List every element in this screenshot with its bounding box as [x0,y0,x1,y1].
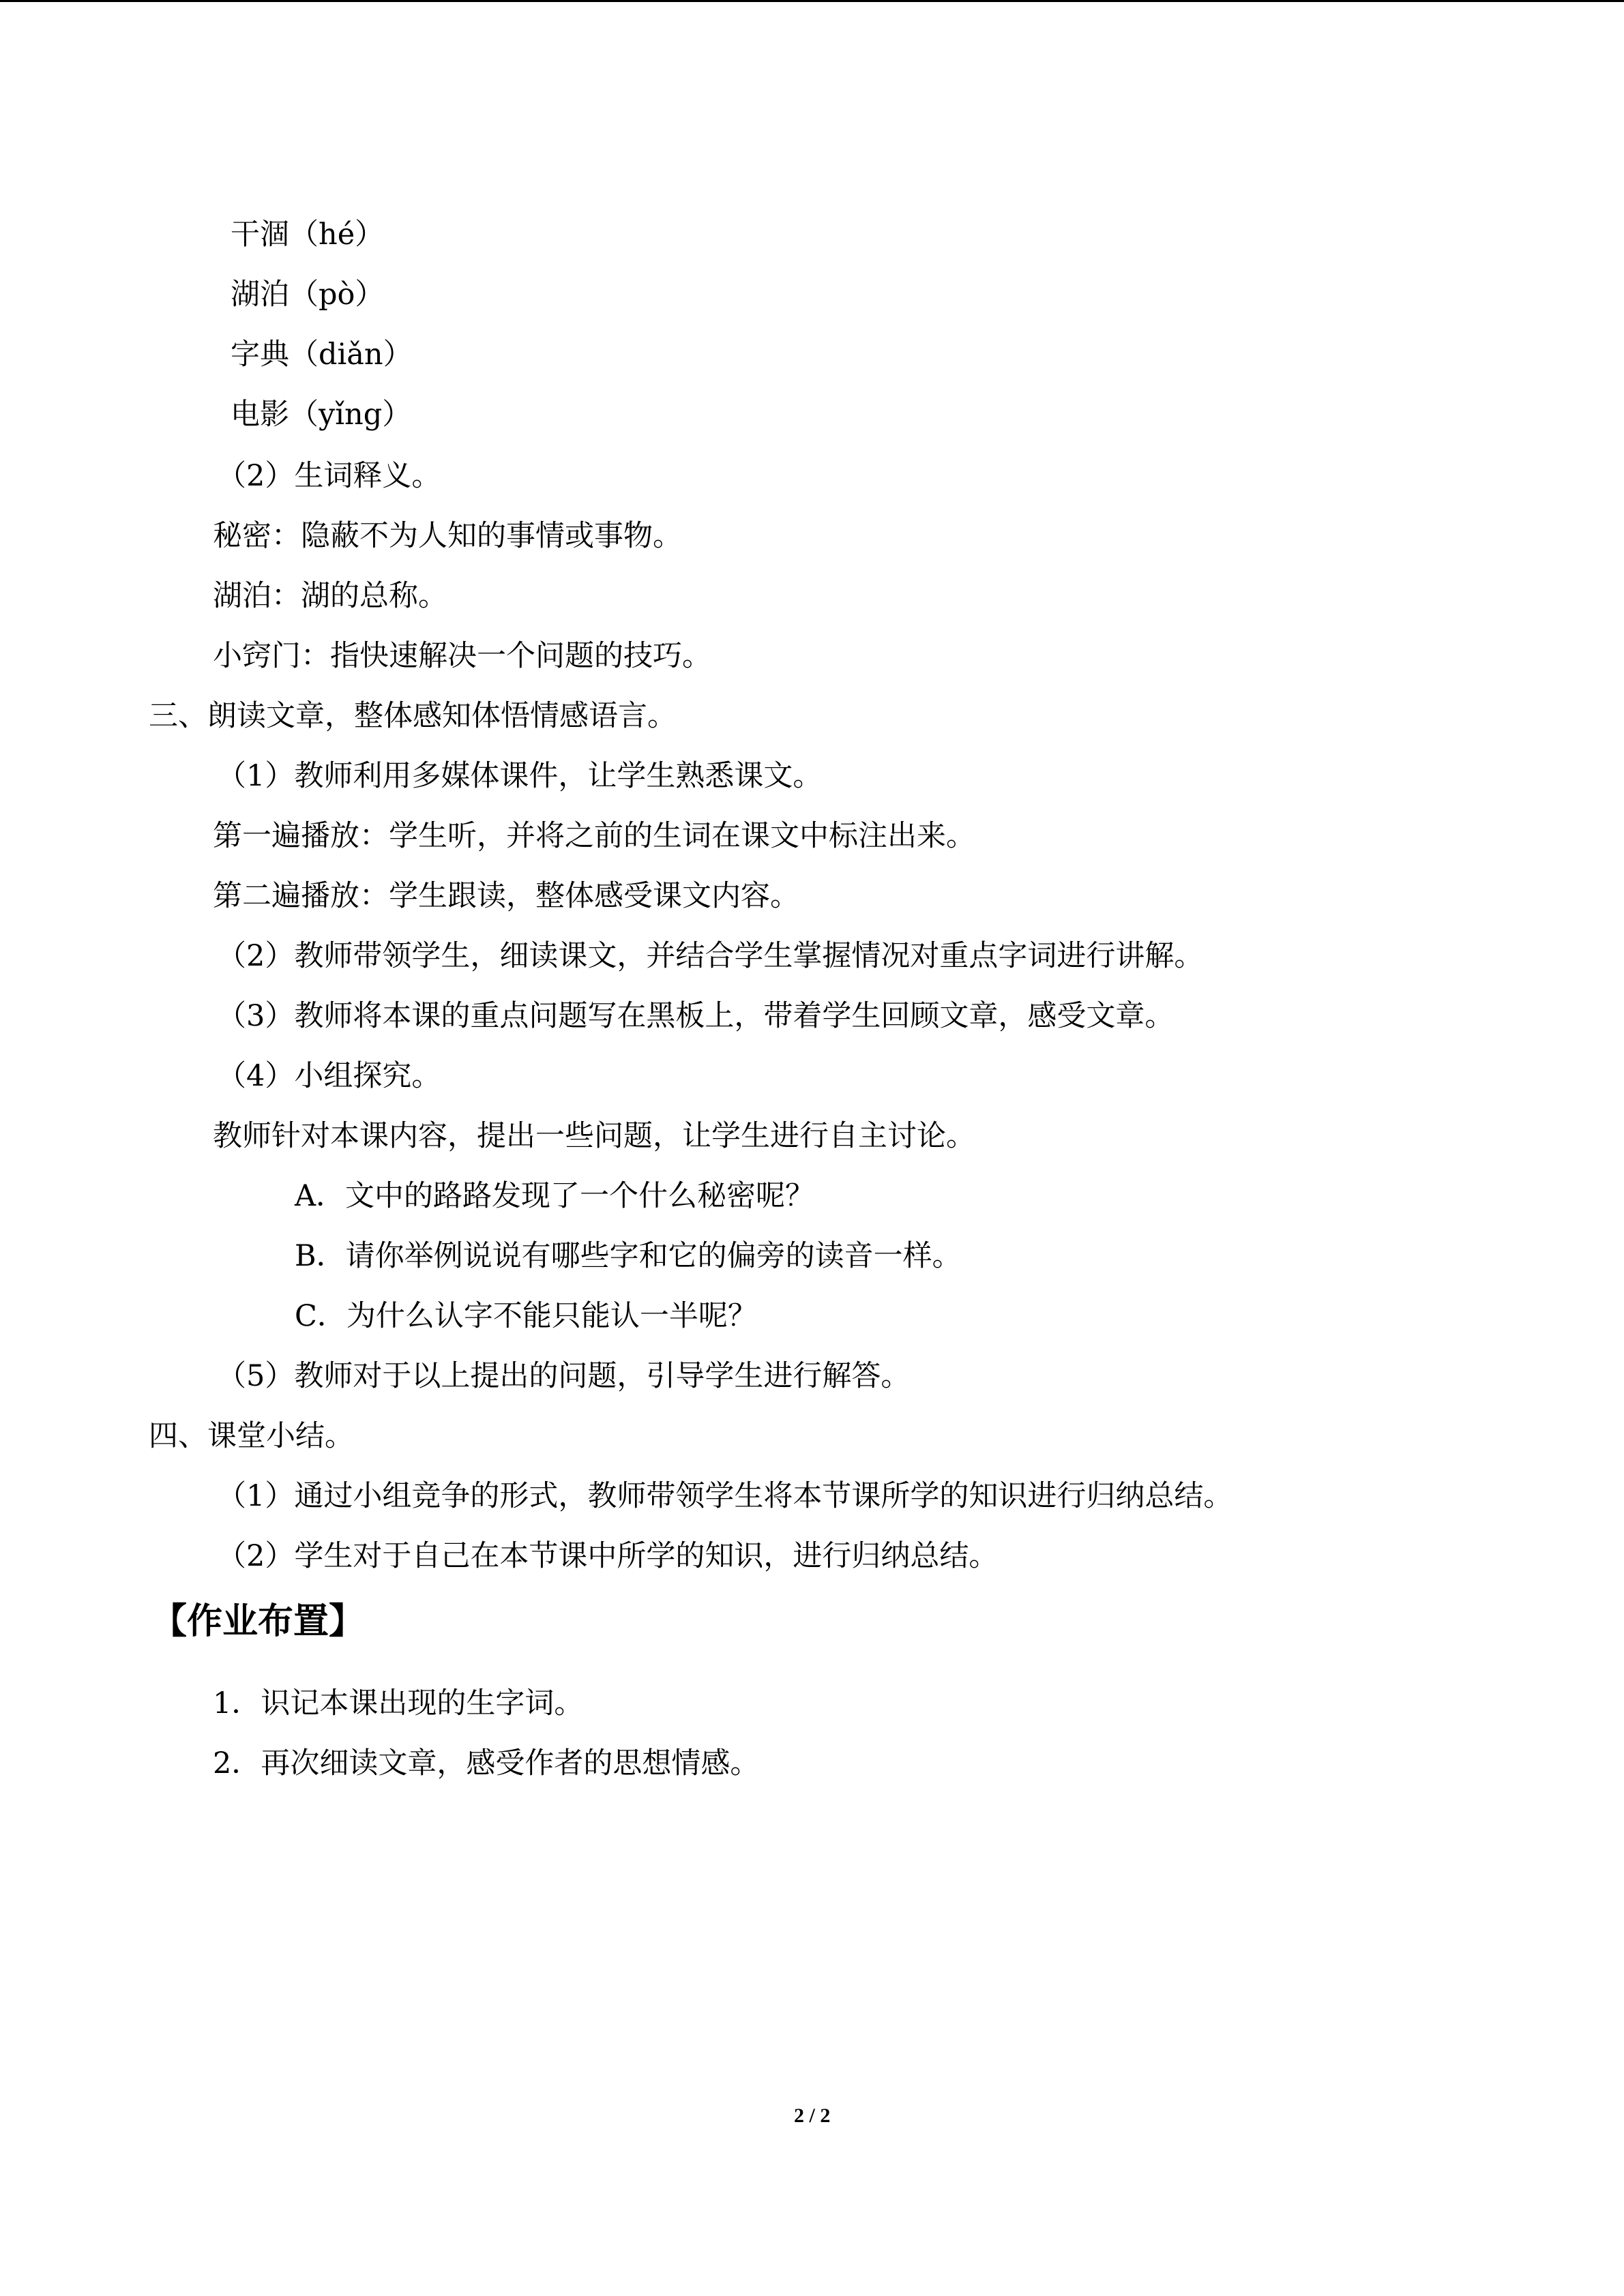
homework-item: 1．识记本课出现的生字词。 [213,1686,584,1720]
paragraph: （2）教师带领学生，细读课文，并结合学生掌握情况对重点字词进行讲解。 [217,939,1204,973]
pinyin-line: 电影（yǐng） [231,398,412,432]
question-item: A．文中的路路发现了一个什么秘密呢？ [295,1179,815,1213]
pinyin-line: 干涸（hé） [231,218,385,252]
top-border [0,0,1624,2]
section-heading: 三、朗读文章，整体感知体悟情感语言。 [149,699,677,733]
pinyin-line: 字典（diǎn） [231,338,413,372]
paragraph: （3）教师将本课的重点问题写在黑板上，带着学生回顾文章，感受文章。 [217,999,1175,1033]
paragraph: 湖泊：湖的总称。 [213,579,447,613]
paragraph: （5）教师对于以上提出的问题，引导学生进行解答。 [217,1359,911,1393]
page-number: 2 / 2 [794,2104,831,2127]
paragraph: （2）生词释义。 [217,459,441,493]
paragraph: （1）教师利用多媒体课件，让学生熟悉课文。 [217,759,823,793]
question-item: C．为什么认字不能只能认一半呢？ [295,1299,757,1333]
paragraph: 秘密：隐蔽不为人知的事情或事物。 [213,519,682,553]
paragraph: 小窍门：指快速解决一个问题的技巧。 [213,639,711,673]
paragraph: 第二遍播放：学生跟读，整体感受课文内容。 [213,879,799,913]
section-heading: 四、课堂小结。 [149,1419,354,1453]
paragraph: （1）通过小组竞争的形式，教师带领学生将本节课所学的知识进行归纳总结。 [217,1479,1233,1513]
paragraph: （2）学生对于自己在本节课中所学的知识，进行归纳总结。 [217,1539,999,1573]
paragraph: 教师针对本课内容，提出一些问题，让学生进行自主讨论。 [213,1119,975,1153]
pinyin-line: 湖泊（pò） [231,278,385,312]
homework-heading: 【作业布置】 [151,1601,365,1642]
paragraph: （4）小组探究。 [217,1059,441,1093]
paragraph: 第一遍播放：学生听，并将之前的生词在课文中标注出来。 [213,819,975,853]
homework-item: 2．再次细读文章，感受作者的思想情感。 [213,1746,760,1780]
question-item: B．请你举例说说有哪些字和它的偏旁的读音一样。 [295,1239,962,1273]
